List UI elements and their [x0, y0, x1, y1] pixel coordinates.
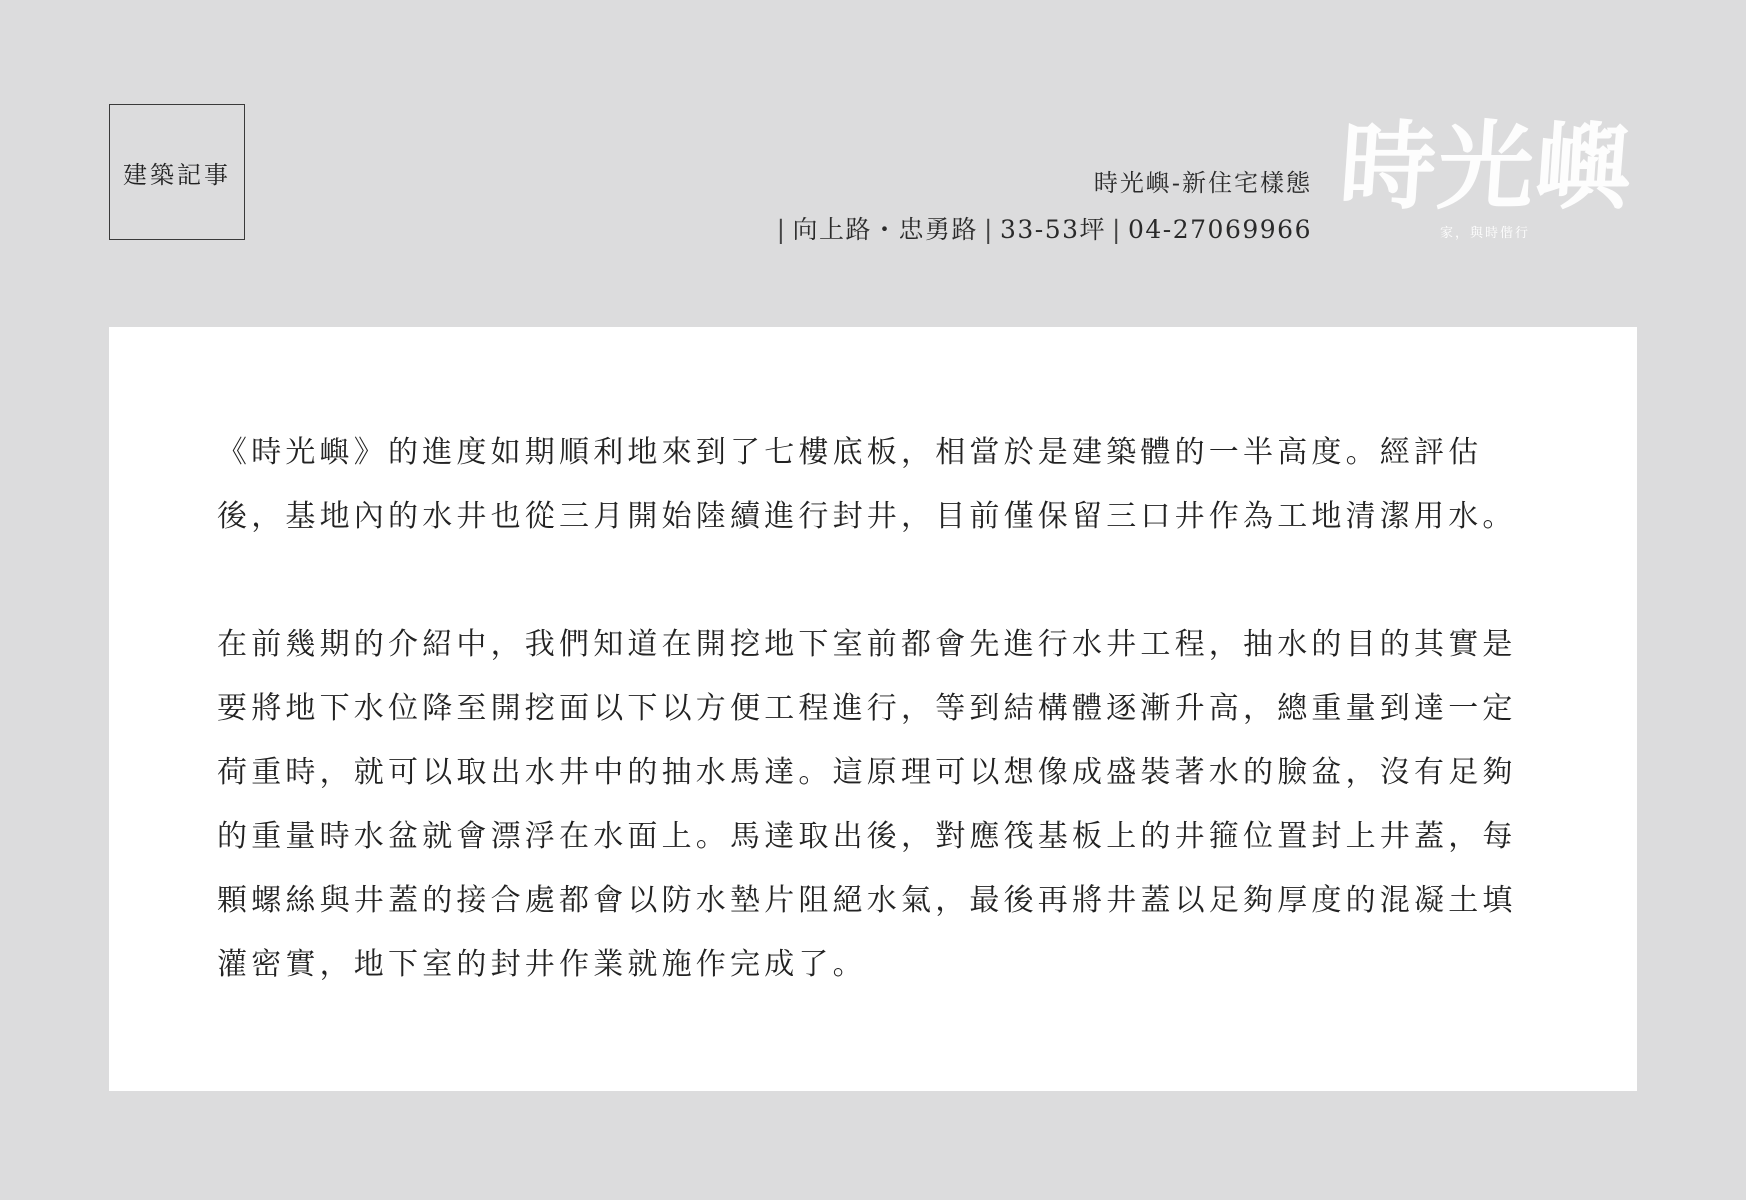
project-details	[771, 210, 1312, 246]
brand-logo-mark: 時光嶼	[1336, 110, 1638, 223]
brand-logo	[1336, 110, 1640, 242]
project-location: 向上路・忠勇路	[792, 215, 979, 244]
article-paragraph: 在前幾期的介紹中，我們知道在開挖地下室前都會先進行水井工程，抽水的目的其實是要將地下水位降至開挖面以下以方便工程進行，等到結構體逐漸升高，總重量到達一定荷重時，就可以取出水井中的抽水馬達。這原理可以想像成盛裝著水的臉盆，沒有足夠的重量時水盆就會漂浮在水面上。馬達取出後，對應筏基板上的井箍位置封上井蓋，每顆螺絲與井蓋的接合處都會以防水墊片阻絕水氣，最後再將井蓋以足夠厚度的混凝土填灌密實，地下室的封井作業就施作完成了。	[217, 627, 1517, 982]
section-tag-label: 建築記事	[123, 160, 231, 189]
article-paragraph: 《時光嶼》的進度如期順利地來到了七樓底板，相當於是建築體的一半高度。經評估後，基地內的水井也從三月開始陸續進行封井，目前僅保留三口井作為工地清潔用水。	[217, 435, 1517, 534]
details-separator: |	[1112, 215, 1122, 244]
details-separator: |	[984, 215, 994, 244]
project-phone: 04-27069966	[1127, 215, 1312, 244]
project-info	[771, 164, 1312, 246]
project-size: 33-53坪	[999, 215, 1107, 244]
article-card	[109, 327, 1637, 1091]
brand-tagline: 家，與時偕行	[1440, 226, 1531, 241]
details-separator: |	[776, 215, 787, 244]
project-name: 時光嶼-新住宅樣態	[1093, 169, 1312, 197]
section-tag	[109, 104, 245, 240]
